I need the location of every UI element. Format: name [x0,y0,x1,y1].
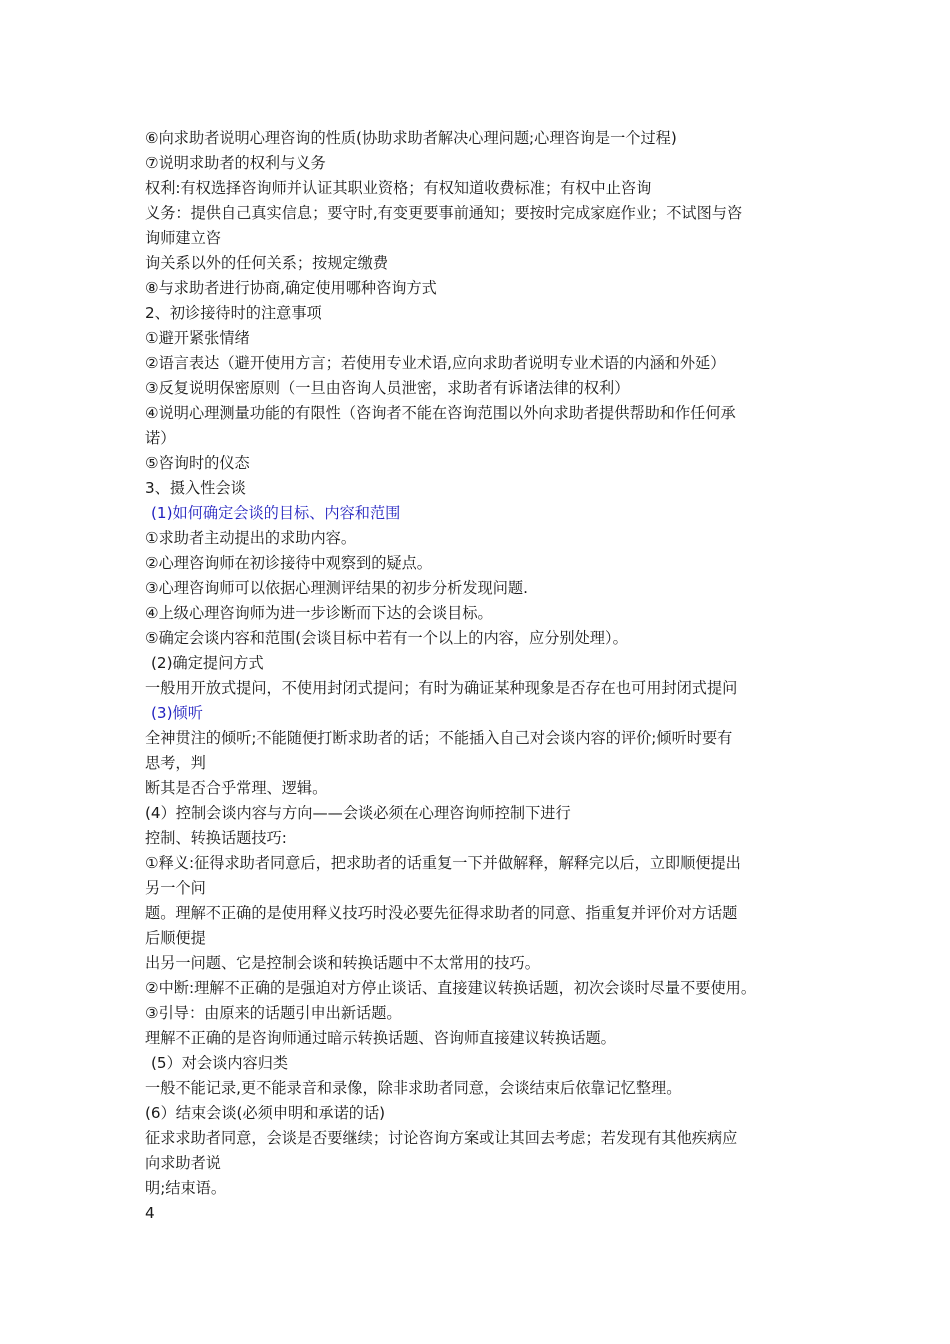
text-line: 询师建立咨 [145,229,221,247]
text-line: 向求助者说 [145,1154,221,1172]
text-line: 征求求助者同意，会谈是否要继续；讨论咨询方案或让其回去考虑；若发现有其他疾病应 [145,1129,738,1147]
text-line: ⑤咨询时的仪态 [145,454,250,472]
text-line: 义务：提供自己真实信息；要守时,有变更要事前通知；要按时完成家庭作业；不试图与咨 [145,204,743,222]
text-line: ②语言表达（避开使用方言；若使用专业术语,应向求助者说明专业术语的内涵和外延） [145,354,726,372]
text-line: 控制、转换话题技巧: [145,829,287,847]
text-line: 权利:有权选择咨询师并认证其职业资格；有权知道收费标准；有权中止咨询 [145,179,652,197]
subsection-heading: (5）对会谈内容归类 [151,1054,289,1072]
subsection-heading: (3)倾听 [151,704,203,722]
text-line: 另一个问 [145,879,206,897]
text-line: 诺） [145,429,176,447]
text-line: 明;结束语。 [145,1179,227,1197]
subsection-heading: (1)如何确定会谈的目标、内容和范围 [151,504,401,522]
text-line: 一般不能记录,更不能录音和录像，除非求助者同意，会谈结束后依靠记忆整理。 [145,1079,682,1097]
text-line: ⑦说明求助者的权利与义务 [145,154,326,172]
section-heading: 3、摄入性会谈 [145,479,246,497]
document-body [145,126,817,1226]
text-line: 出另一问题、它是控制会谈和转换话题中不太常用的技巧。 [145,954,540,972]
text-line: 一般用开放式提问，不使用封闭式提问；有时为确证某种现象是否存在也可用封闭式提问 [145,679,738,697]
text-line: ③反复说明保密原则（一旦由咨询人员泄密，求助者有诉诸法律的权利） [145,379,630,397]
text-line: 题。理解不正确的是使用释义技巧时没必要先征得求助者的同意、指重复并评价对方话题 [145,904,738,922]
text-line: ③引导：由原来的话题引申出新话题。 [145,1004,402,1022]
text-line: ③心理咨询师可以依据心理测评结果的初步分析发现问题. [145,579,528,597]
text-line: ②心理咨询师在初诊接待中观察到的疑点。 [145,554,432,572]
text-line: ⑥向求助者说明心理咨询的性质(协助求助者解决心理问题;心理咨询是一个过程) [145,129,677,147]
text-line: ⑤确定会谈内容和范围(会谈目标中若有一个以上的内容，应分别处理）。 [145,629,628,647]
text-line: ①释义:征得求助者同意后，把求助者的话重复一下并做解释，解释完以后，立即顺便提出 [145,854,741,872]
text-line: ①求助者主动提出的求助内容。 [145,529,357,547]
text-line: 理解不正确的是咨询师通过暗示转换话题、咨询师直接建议转换话题。 [145,1029,616,1047]
subsection-heading: (6）结束会谈(必须申明和承诺的话) [145,1104,386,1122]
text-line: ②中断:理解不正确的是强迫对方停止谈话、直接建议转换话题，初次会谈时尽量不要使用。 [145,979,757,997]
page-number: 4 [145,1204,155,1222]
text-line: 思考，判 [145,754,206,772]
text-line: ①避开紧张情绪 [145,329,250,347]
section-heading: 2、初诊接待时的注意事项 [145,304,322,322]
text-line: 询关系以外的任何关系；按规定缴费 [145,254,388,272]
text-line: ④上级心理咨询师为进一步诊断而下达的会谈目标。 [145,604,493,622]
text-line: 后顺便提 [145,929,206,947]
text-line: 全神贯注的倾听;不能随便打断求助者的话；不能插入自己对会谈内容的评价;倾听时要有 [145,729,733,747]
text-line: ⑧与求助者进行协商,确定使用哪种咨询方式 [145,279,437,297]
text-line: ④说明心理测量功能的有限性（咨询者不能在咨询范围以外向求助者提供帮助和作任何承 [145,404,736,422]
subsection-heading: (4）控制会谈内容与方向——会谈必须在心理咨询师控制下进行 [145,804,571,822]
subsection-heading: (2)确定提问方式 [151,654,264,672]
text-line: 断其是否合乎常理、逻辑。 [145,779,328,797]
